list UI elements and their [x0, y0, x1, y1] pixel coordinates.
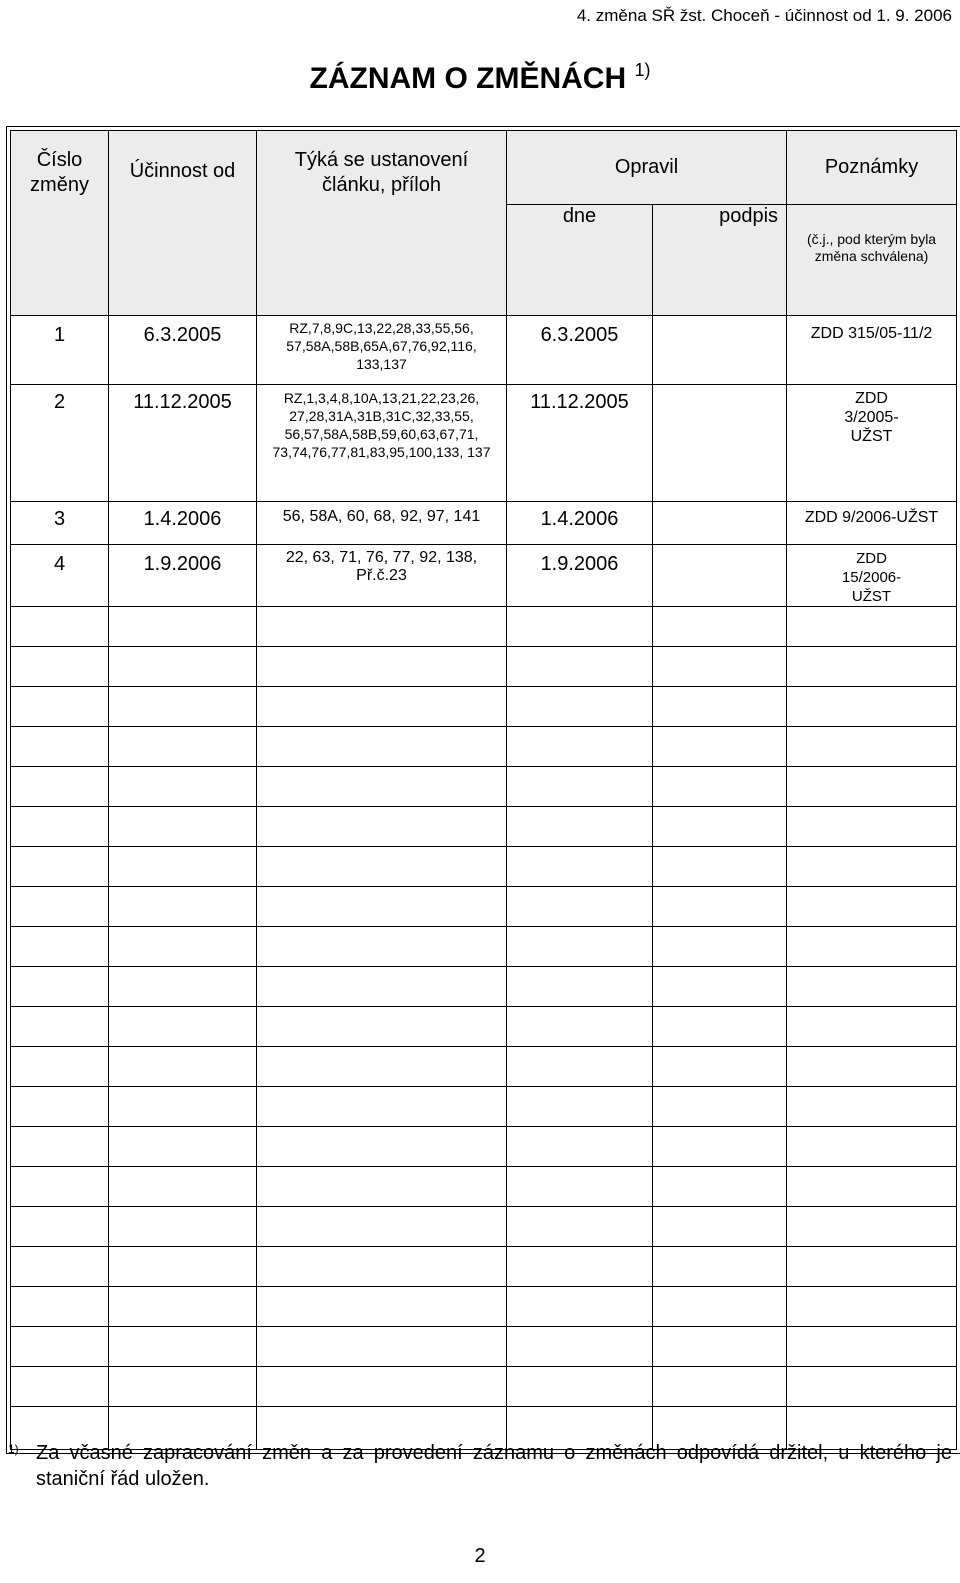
empty-table-row	[11, 1287, 957, 1327]
empty-table-row	[11, 927, 957, 967]
empty-table-row	[11, 1247, 957, 1287]
cell-approval-note: ZDD 3/2005-UŽST	[787, 385, 957, 502]
header-provisions: Týká se ustanovení článku, příloh	[257, 131, 507, 316]
cell-provisions: 22, 63, 71, 76, 77, 92, 138, Př.č.23	[257, 545, 507, 607]
page-number: 2	[474, 1545, 486, 1567]
header-corrected-by: Opravil	[507, 131, 787, 205]
cell-provisions: 56, 58A, 60, 68, 92, 97, 141	[257, 502, 507, 545]
table-row	[11, 502, 957, 545]
table-row	[11, 316, 957, 385]
footnote	[8, 1440, 952, 1492]
cell-change-number: 4	[11, 545, 109, 607]
empty-table-row	[11, 887, 957, 927]
footnote-mark: 1)	[8, 1442, 19, 1456]
empty-table-row	[11, 1127, 957, 1167]
cell-provisions: RZ,1,3,4,8,10A,13,21,22,23,26, 27,28,31A,31B,31C,32,33,55, 56,57,58A,58B,59,60,63,67,71, 73,74,76,77,81,83,95,100,133, 137	[257, 385, 507, 502]
table-row	[11, 545, 957, 607]
table-row	[11, 385, 957, 502]
cell-change-number: 3	[11, 502, 109, 545]
cell-approval-note: ZDD 15/2006-UŽST	[787, 545, 957, 607]
empty-table-row	[11, 607, 957, 647]
empty-table-row	[11, 967, 957, 1007]
cell-approval-note: ZDD 9/2006-UŽST	[787, 502, 957, 545]
change-record-table	[10, 130, 957, 1450]
cell-corrected-date: 6.3.2005	[507, 316, 653, 385]
empty-table-row	[11, 847, 957, 887]
cell-change-number: 1	[11, 316, 109, 385]
cell-corrected-date: 1.9.2006	[507, 545, 653, 607]
header-effective-from: Účinnost od	[109, 131, 257, 316]
title-footnote-ref: 1)	[634, 60, 651, 80]
cell-effective-date: 11.12.2005	[109, 385, 257, 502]
header-change-number: Číslo změny	[11, 131, 109, 316]
empty-table-row	[11, 1087, 957, 1127]
empty-table-row	[11, 1167, 957, 1207]
cell-signature	[653, 545, 787, 607]
page-title	[0, 62, 960, 96]
cell-effective-date: 6.3.2005	[109, 316, 257, 385]
empty-table-row	[11, 727, 957, 767]
cell-effective-date: 1.9.2006	[109, 545, 257, 607]
cell-corrected-date: 11.12.2005	[507, 385, 653, 502]
cell-signature	[653, 385, 787, 502]
cell-effective-date: 1.4.2006	[109, 502, 257, 545]
empty-table-row	[11, 1327, 957, 1367]
empty-table-row	[11, 1207, 957, 1247]
header-corrected-date: dne	[507, 205, 653, 316]
header-corrected-signature: podpis	[653, 205, 787, 316]
header-notes: Poznámky	[787, 131, 957, 205]
empty-table-row	[11, 807, 957, 847]
empty-table-row	[11, 1007, 957, 1047]
cell-signature	[653, 502, 787, 545]
header-approval-reference: (č.j., pod kterým byla změna schválena)	[787, 205, 957, 316]
empty-table-row	[11, 767, 957, 807]
footnote-text: Za včasné zapracování změn a za provedení záznamu o změnách odpovídá držitel, u kterého je staniční řád uložen.	[36, 1442, 952, 1490]
cell-change-number: 2	[11, 385, 109, 502]
page-title-text: ZÁZNAM O ZMĚNÁCH	[309, 62, 627, 95]
cell-signature	[653, 316, 787, 385]
cell-provisions: RZ,7,8,9C,13,22,28,33,55,56, 57,58A,58B,65A,67,76,92,116, 133,137	[257, 316, 507, 385]
empty-table-row	[11, 647, 957, 687]
empty-table-row	[11, 1047, 957, 1087]
cell-approval-note: ZDD 315/05-11/2	[787, 316, 957, 385]
cell-corrected-date: 1.4.2006	[507, 502, 653, 545]
document-header-note: 4. změna SŘ žst. Choceň - účinnost od 1. 9. 2006	[576, 6, 952, 25]
empty-table-row	[11, 1367, 957, 1407]
empty-table-row	[11, 687, 957, 727]
